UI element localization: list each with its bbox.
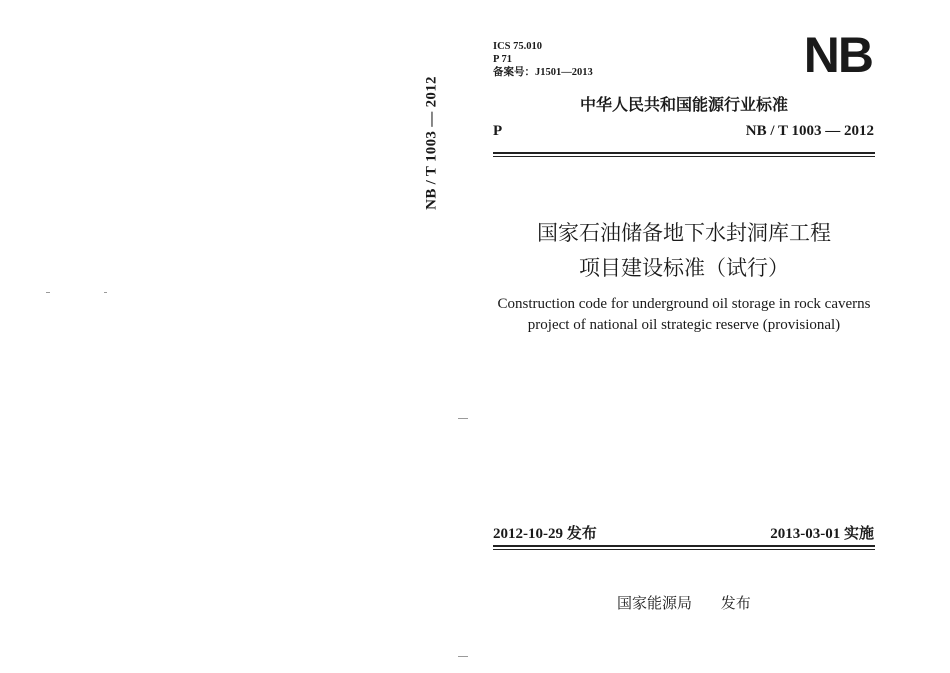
title-zh-line2: 项目建设标准（试行）	[579, 256, 789, 280]
title-zh-line1: 国家石油储备地下水封洞库工程	[537, 221, 831, 245]
footer-rule-thin	[493, 549, 875, 550]
implementation-label: 实施	[843, 524, 874, 542]
category-code: P 71	[493, 54, 512, 65]
classification-block	[493, 40, 593, 79]
standard-number: NB / T 1003 — 2012	[745, 123, 874, 139]
release-label: 发布	[566, 524, 597, 542]
release-date-value: 2012-10-29	[493, 526, 563, 542]
spine-standard-number: NB / T 1003 — 2012	[423, 75, 440, 210]
release-date	[493, 522, 597, 543]
scan-speck	[46, 292, 50, 293]
scan-speck	[104, 292, 107, 293]
standard-type-heading: 中华人民共和国能源行业标准	[579, 95, 788, 114]
header-rule	[493, 152, 875, 154]
scan-speck	[458, 418, 468, 419]
publisher	[617, 592, 751, 613]
implementation-date-value: 2013-03-01	[770, 526, 841, 542]
publisher-name: 国家能源局	[617, 594, 693, 612]
filing-number: 备案号：J1501—2013	[493, 67, 593, 78]
nb-logo: NB	[803, 27, 872, 83]
footer-rule	[493, 545, 875, 547]
spine	[412, 70, 452, 215]
ics-code: ICS 75.010	[493, 41, 543, 52]
publisher-action: 发布	[720, 594, 751, 612]
standard-class: P	[493, 123, 503, 139]
title-en-line1: Construction code for underground oil storage in rock caverns	[497, 296, 871, 312]
title-en-line2: project of national oil strategic reserve (provisional)	[527, 317, 841, 333]
implementation-date	[770, 522, 874, 543]
scan-speck	[458, 656, 468, 657]
header-rule-thin	[493, 156, 875, 157]
